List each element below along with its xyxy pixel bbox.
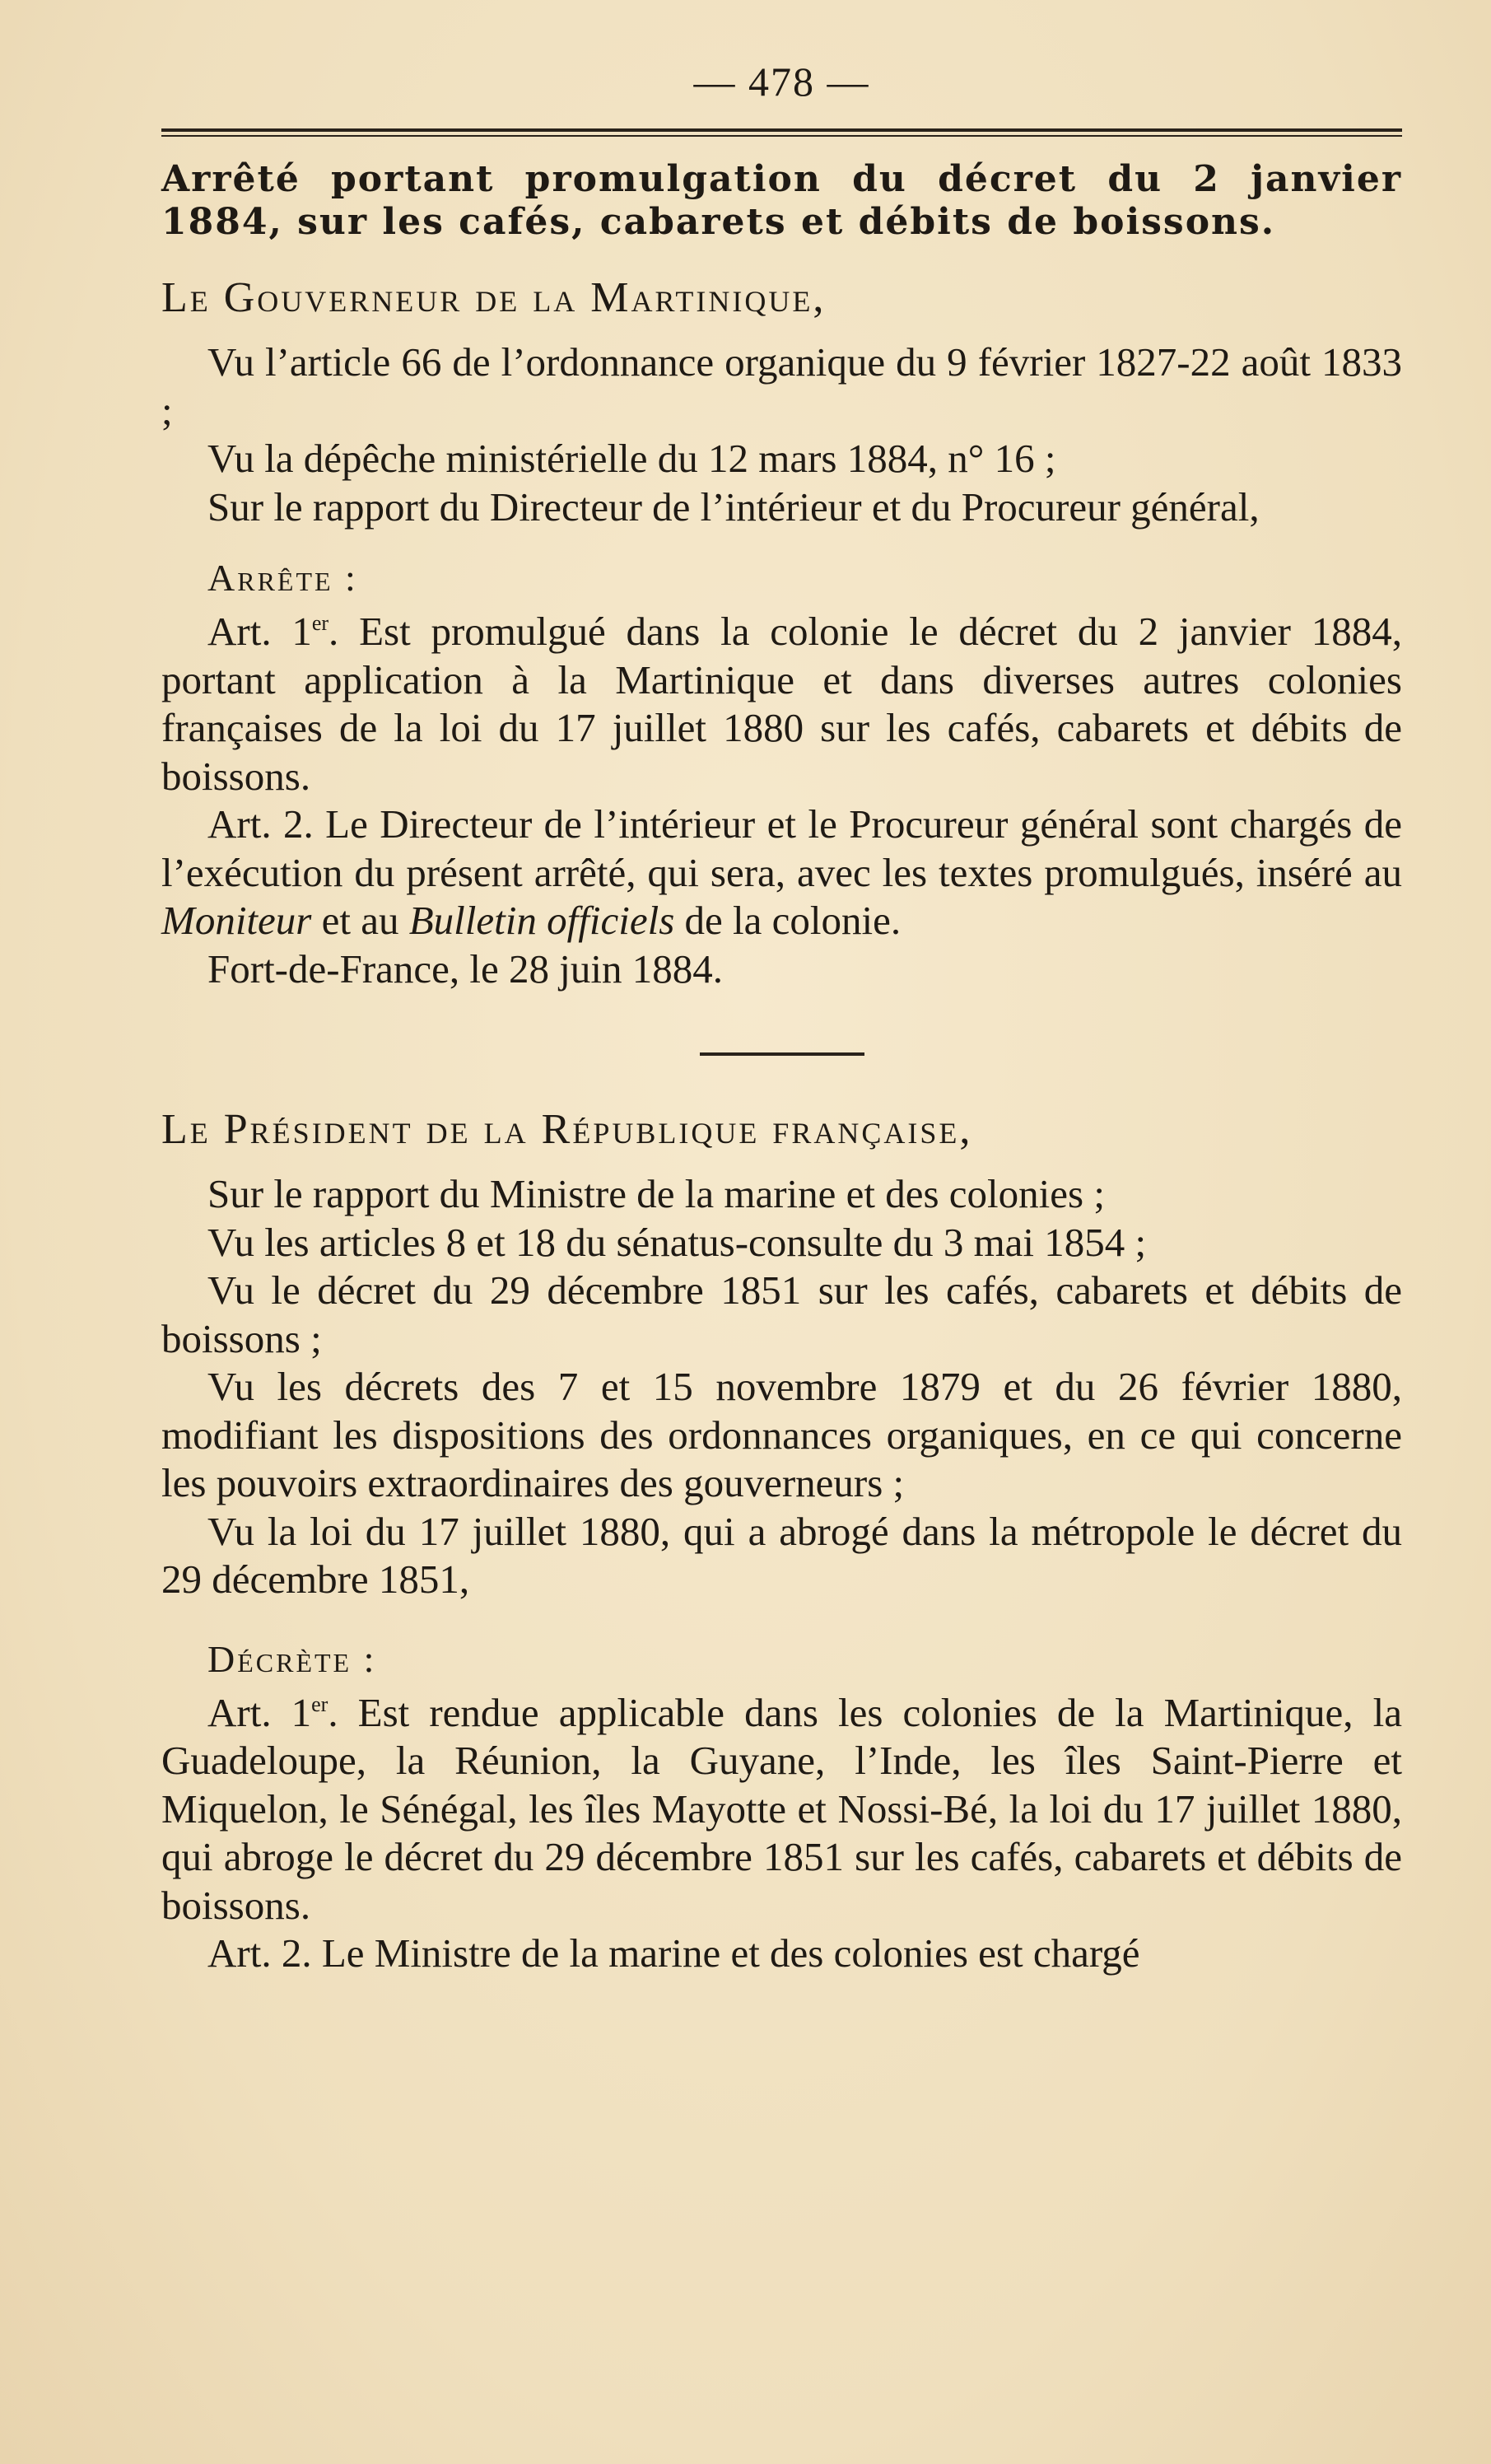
decret-article-1: Art. 1er. Est rendue applicable dans les colonies de la Martinique, la Guadeloupe, la Réunion, la Guyane, l’Inde, les îles Saint-Pierre et Miquelon, le Sénégal, les îles Mayotte et Nossi-Bé, la loi du 17 juillet 1880, qui abroge le décret du 29 décembre 1851 sur les cafés, cabarets et débits de boissons.: [161, 1689, 1402, 1928]
arrete-considerants: [161, 338, 1402, 531]
decret-authority: Le Président de la République française,: [161, 1106, 973, 1153]
arrete-authority: Le Gouverneur de la Martinique,: [161, 274, 827, 321]
decret-decision-word: Décrète :: [207, 1637, 377, 1680]
arrete-article-1: Art. 1er. Est promulgué dans la colonie le décret du 2 janvier 1884, portant application à la Martinique et dans diverses autres colonies françaises de la loi du 17 juillet 1880 sur les cafés, cabarets et débits de boissons.: [161, 609, 1402, 799]
arrete-article-2: Art. 2. Le Directeur de l’intérieur et le Procureur général sont chargés de l’exécution du présent arrêté, qui sera, avec les textes promulgués, inséré au Moniteur et au Bulletin officiels de la colonie.: [161, 801, 1402, 943]
arrete-decision-word: Arrête :: [207, 557, 358, 599]
arrete-considerant-3: Sur le rapport du Directeur de l’intérieur et du Procureur général,: [207, 483, 1260, 530]
decret-considerant-2: Vu les articles 8 et 18 du sénatus-consulte du 3 mai 1854 ;: [207, 1219, 1147, 1265]
decret-article-2: Art. 2. Le Ministre de la marine et des colonies est chargé: [207, 1930, 1140, 1976]
decret-considerant-3: Vu le décret du 29 décembre 1851 sur les cafés, cabarets et débits de boissons ;: [161, 1267, 1402, 1361]
arrete-signature: Fort-de-France, le 28 juin 1884.: [207, 945, 723, 992]
decret-considerant-5: Vu la loi du 17 juillet 1880, qui a abrogé dans la métropole le décret du 29 décembre 1851,: [161, 1508, 1402, 1602]
header-rule: [161, 128, 1402, 137]
document-heading: [161, 158, 1402, 244]
arrete-considerant-2: Vu la dépêche ministérielle du 12 mars 1884, n° 16 ;: [207, 436, 1056, 481]
moniteur-title: Moniteur: [161, 898, 312, 943]
arrete-considerant-1: Vu l’article 66 de l’ordonnance organique du 9 février 1827-22 août 1833 ;: [161, 339, 1402, 433]
decret-considerant-1: Sur le rapport du Ministre de la marine et des colonies ;: [207, 1171, 1105, 1216]
page-number: — 478 —: [693, 58, 870, 105]
bulletin-title: Bulletin officiels: [408, 898, 675, 943]
heading-line-2: 1884, sur les cafés, cabarets et débits de boissons.: [161, 201, 1276, 243]
decret-considerants: [161, 1170, 1402, 1604]
heading-line-1: Arrêté portant promulgation du décret du 2 janvier: [161, 158, 1402, 200]
decret-considerant-4: Vu les décrets des 7 et 15 novembre 1879 et du 26 février 1880, modifiant les dispositions des ordonnances organiques, en ce qui concerne les pouvoirs extraordinaires des gouverneurs ;: [161, 1364, 1402, 1505]
section-separator: [700, 1052, 864, 1056]
